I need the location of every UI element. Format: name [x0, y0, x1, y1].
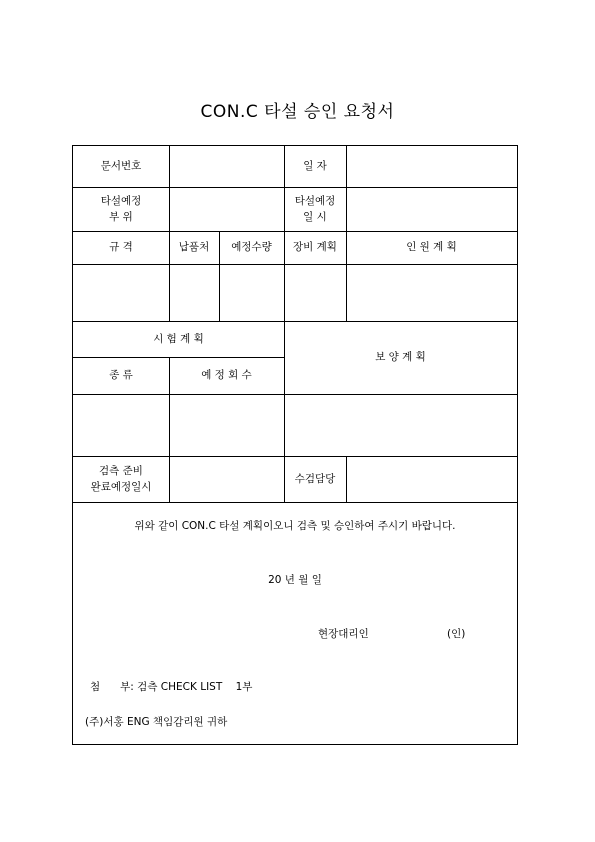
- row-divider: [73, 394, 517, 395]
- addressee-line: (주)서홍 ENG 책임감리원 귀하: [85, 716, 228, 728]
- date-line: 20 년 월 일: [268, 573, 322, 586]
- attachment-line: 첨 부: 검측 CHECK LIST 1부: [90, 681, 253, 693]
- col-divider: [346, 456, 347, 502]
- date-label: 일 자: [303, 160, 327, 173]
- doc-number-label: 문서번호: [100, 160, 142, 173]
- equipment-plan-label: 장비 계획: [293, 241, 337, 254]
- spec-label: 규 격: [109, 241, 133, 254]
- personnel-plan-label: 인 원 계 획: [406, 241, 457, 254]
- site-agent-label: 현장대리인: [318, 628, 369, 640]
- planned-qty-label: 예정수량: [231, 241, 272, 254]
- request-statement: 위와 같이 CON.C 타설 계획이오니 검측 및 승인하여 주시기 바랍니다.: [134, 519, 456, 532]
- test-count-label: 예 정 회 수: [201, 369, 252, 382]
- row-divider: [73, 264, 517, 265]
- pour-location-label: 타설예정 부 위: [100, 194, 142, 223]
- supplier-label: 납품처: [178, 241, 210, 254]
- seal-mark: (인): [447, 628, 466, 640]
- pour-datetime-label: 타설예정 일 시: [294, 194, 336, 223]
- document-title: CON.C 타설 승인 요청서: [200, 102, 395, 122]
- inspector-label: 수검담당: [294, 472, 336, 485]
- inspection-ready-label: 검측 준비 완료예정일시: [90, 464, 152, 493]
- row-divider: [73, 502, 517, 503]
- test-type-label: 종 류: [109, 369, 133, 382]
- test-plan-label: 시 험 계 획: [153, 332, 204, 345]
- curing-plan-label: 보 양 계 획: [375, 351, 426, 364]
- approval-form: [72, 145, 518, 745]
